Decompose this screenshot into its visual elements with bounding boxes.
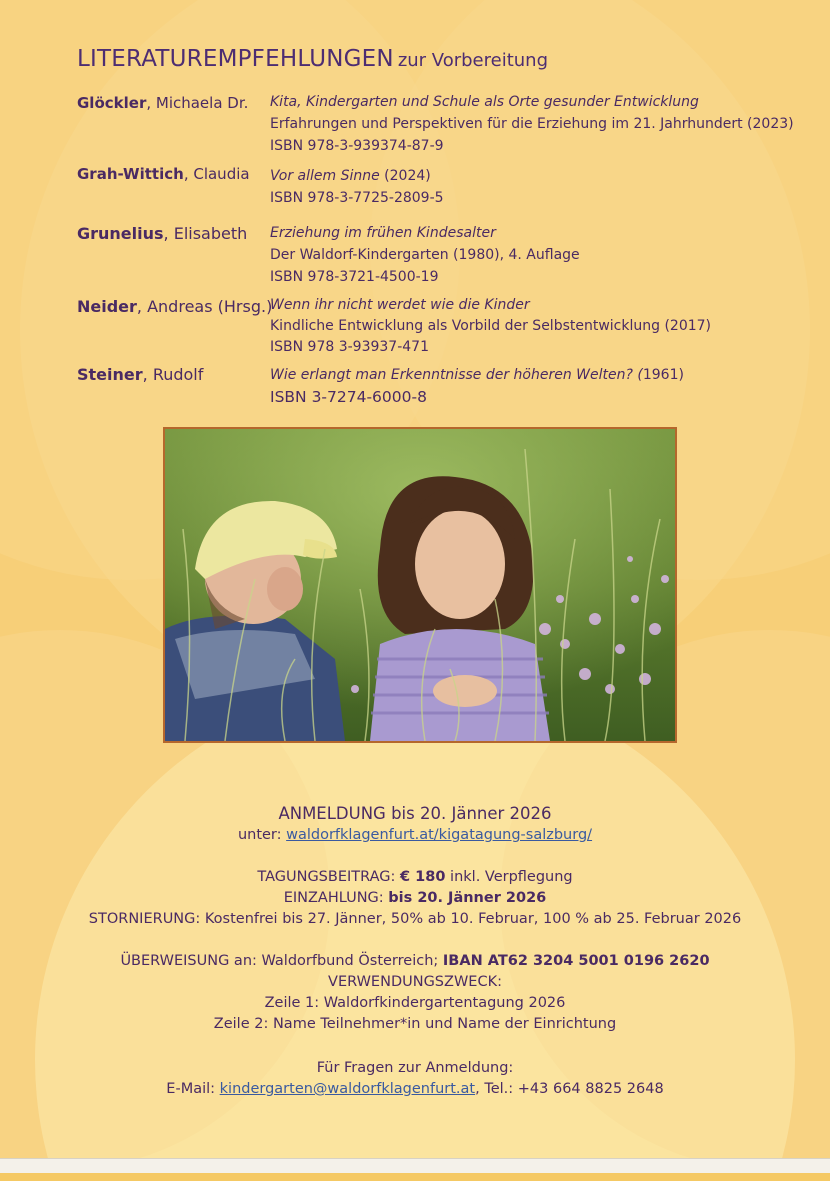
author-firstname: , Andreas (Hrsg.) — [136, 297, 273, 316]
iban: IBAN AT62 3204 5001 0196 2620 — [442, 953, 710, 969]
payment-line — [0, 888, 830, 909]
book-details — [270, 91, 794, 157]
contact-line — [0, 1079, 830, 1100]
book-title: Kita, Kindergarten und Schule als Orte gesunder Entwicklung — [270, 94, 699, 110]
questions-line: Für Fragen zur Anmeldung: — [316, 1060, 514, 1076]
fee-note: inkl. Verpflegung — [445, 869, 573, 885]
registration-deadline: bis 20. Jänner 2026 — [385, 804, 552, 823]
author-lastname: Neider — [77, 297, 137, 316]
book-isbn: ISBN 978-3-7725-2809-5 — [270, 190, 444, 206]
payment-deadline: bis 20. Jänner 2026 — [388, 890, 547, 906]
author-firstname: , Michaela Dr. — [146, 94, 249, 112]
book-subtitle: Erfahrungen und Perspektiven für die Erziehung im 21. Jahrhundert (2023) — [270, 116, 794, 132]
book-author — [77, 297, 272, 316]
page-bottom-edge — [0, 1158, 830, 1181]
book-author — [77, 365, 203, 384]
book-details — [270, 364, 684, 408]
spacer — [0, 930, 830, 951]
registration-info — [0, 803, 830, 1100]
book-author — [77, 165, 250, 183]
book-isbn: ISBN 3-7274-6000-8 — [270, 388, 427, 406]
purpose-line-1: Zeile 1: Waldorfkindergartentagung 2026 — [264, 995, 566, 1011]
transfer-line — [0, 951, 830, 972]
title-sub: zur Vorbereitung — [397, 50, 548, 71]
cancellation-line: STORNIERUNG: Kostenfrei bis 27. Jänner, 50% ab 10. Februar, 100 % ab 25. Februar 2026 — [88, 911, 742, 927]
author-lastname: Steiner — [77, 365, 143, 384]
book-details — [270, 165, 444, 209]
photo-illustration — [165, 429, 675, 741]
payment-label: EINZAHLUNG: — [283, 890, 389, 906]
spacer — [0, 1035, 830, 1058]
author-firstname: , Claudia — [183, 165, 250, 183]
fee-label: TAGUNGSBEITRAG: — [257, 869, 401, 885]
registration-label: ANMELDUNG — [278, 804, 386, 823]
email-link[interactable]: kindergarten@waldorfklagenfurt.at — [219, 1081, 476, 1097]
book-title: Wenn ihr nicht werdet wie die Kinder — [270, 297, 530, 313]
author-firstname: , Rudolf — [142, 365, 204, 384]
book-year: (2024) — [379, 168, 431, 184]
registration-url-line — [0, 825, 830, 846]
registration-heading — [0, 803, 830, 825]
book-year: 1961) — [642, 367, 684, 383]
phone: , Tel.: +43 664 8825 2648 — [475, 1081, 664, 1097]
author-firstname: , Elisabeth — [163, 224, 248, 243]
book-title: Erziehung im frühen Kindesalter — [270, 225, 496, 241]
book-title: Vor allem Sinne — [270, 168, 380, 184]
purpose-line-2: Zeile 2: Name Teilnehmer*in und Name der Einrichtung — [213, 1016, 617, 1032]
children-meadow-photo — [163, 427, 677, 743]
author-lastname: Grah-Wittich — [77, 165, 184, 183]
book-subtitle: Der Waldorf-Kindergarten (1980), 4. Auflage — [270, 247, 580, 263]
author-lastname: Grunelius — [77, 224, 164, 243]
url-label: unter: — [237, 827, 287, 843]
book-author — [77, 224, 247, 243]
page-title — [77, 36, 548, 74]
book-author — [77, 94, 248, 112]
book-subtitle: Kindliche Entwicklung als Vorbild der Selbstentwicklung (2017) — [270, 318, 712, 334]
book-title-line — [270, 165, 444, 187]
author-lastname: Glöckler — [77, 94, 147, 112]
fee-value: € 180 — [400, 869, 446, 885]
fee-line — [0, 867, 830, 888]
spacer — [0, 846, 830, 867]
purpose-label: VERWENDUNGSZWECK: — [328, 974, 502, 990]
book-isbn: ISBN 978 3-93937-471 — [270, 339, 429, 355]
transfer-label: ÜBERWEISUNG an: Waldorfbund Österreich; — [120, 953, 443, 969]
book-details — [270, 222, 580, 288]
book-details — [270, 295, 711, 358]
book-isbn: ISBN 978-3721-4500-19 — [270, 269, 439, 285]
book-isbn: ISBN 978-3-939374-87-9 — [270, 138, 444, 154]
registration-link[interactable]: waldorfklagenfurt.at/kigatagung-salzburg/ — [286, 827, 593, 843]
book-title-line — [270, 364, 684, 386]
book-title: Wie erlangt man Erkenntnisse der höheren Welten? ( — [270, 367, 643, 383]
email-label: E-Mail: — [166, 1081, 220, 1097]
title-main: LITERATUREMPFEHLUNGEN — [77, 46, 394, 72]
